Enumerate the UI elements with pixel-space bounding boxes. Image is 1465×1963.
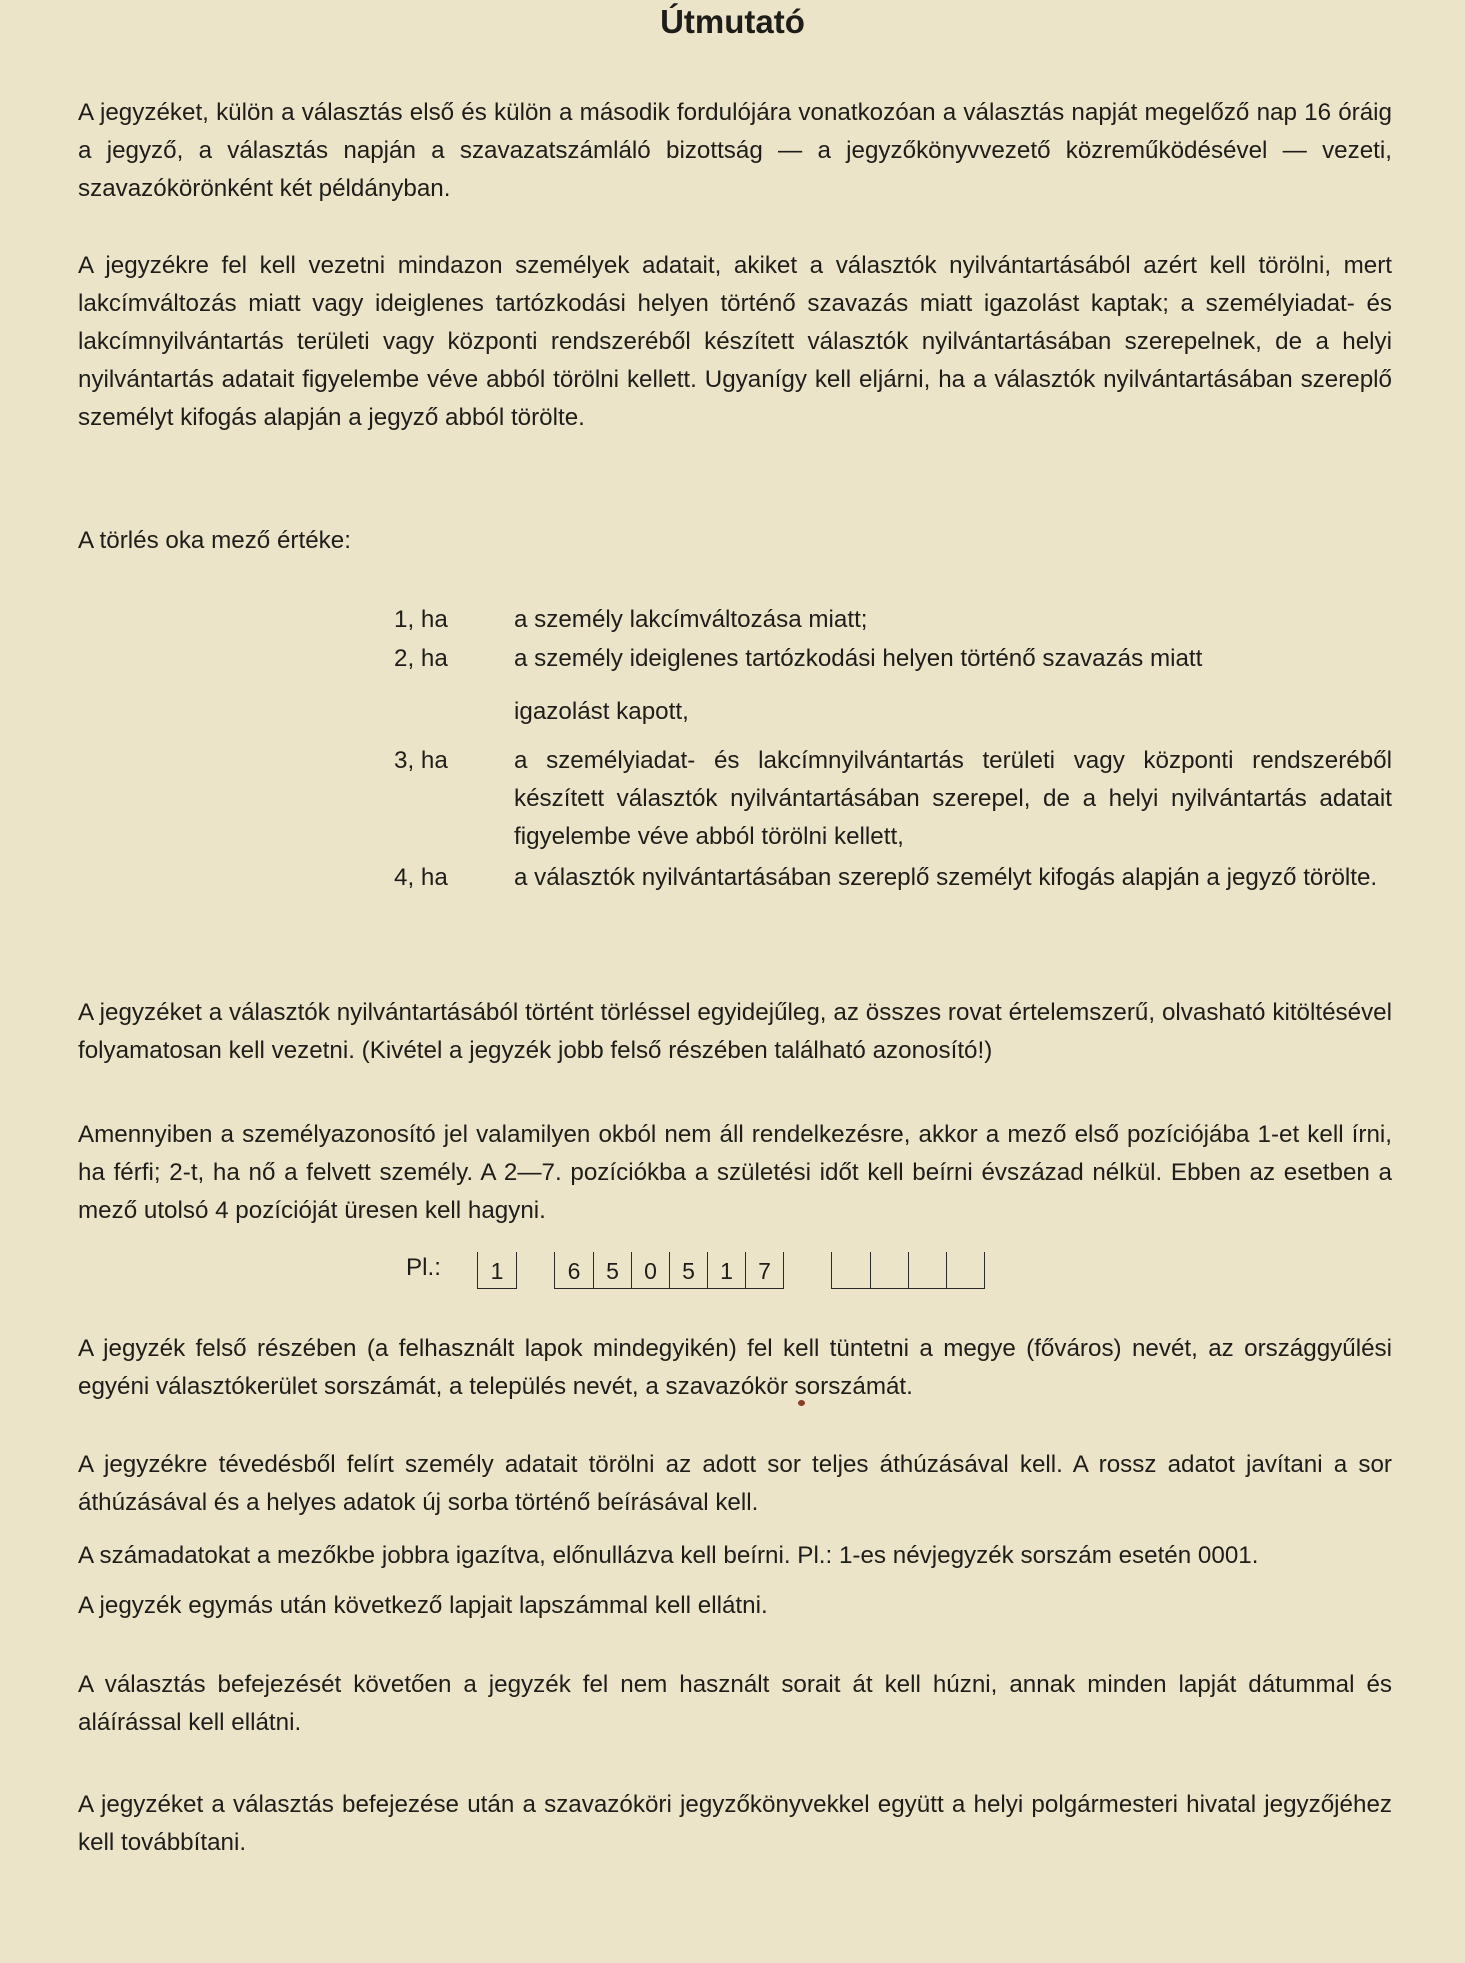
paragraph-2: A jegyzékre fel kell vezetni mindazon személyek adatait, akiket a választók nyilvántartásából azért kell törölni, mert lakcímváltozás miatt vagy ideiglenes tartózkodási helyen történő szavazás miatt igazolást kaptak; a személyiadat- és lakcímnyilvántartás területi vagy központi rendszeréből készített választók nyilvántartásában szerepelnek, de a helyi nyilvántartás adatait figyelembe véve abból törölni kellett. Ugyanígy kell eljárni, ha a választók nyilvántartásában szereplő személyt kifogás alapján a jegyző abból törölte. (78, 252, 1392, 431)
id-box-cell: 0 (631, 1252, 669, 1288)
paragraph-3: A jegyzéket a választók nyilvántartásából történt törléssel egyidejűleg, az összes rovat értelemszerű, olvasható kitöltésével folyamatosan kell vezetni. (Kivétel a jegyzék jobb felső részében található azonosító!) (78, 999, 1392, 1064)
id-box-group-sex (477, 1252, 517, 1289)
id-box-group-birthdate (554, 1252, 784, 1289)
deletion-reason-intro: A törlés oka mező értéke: (78, 527, 351, 554)
id-box-cell (870, 1252, 908, 1288)
item-number: 3, ha (394, 747, 448, 774)
paragraph-7: A számadatokat a mezőkbe jobbra igazítva, előnullázva kell beírni. Pl.: 1-es névjegyzék sorszám esetén 0001. (78, 1542, 1259, 1569)
example-label: Pl.: (406, 1254, 441, 1281)
paragraph-8: A jegyzék egymás után következő lapjait lapszámmal kell ellátni. (78, 1592, 768, 1619)
id-box-cell: 6 (567, 1258, 581, 1284)
item-number: 4, ha (394, 864, 448, 891)
ink-speck (798, 1400, 805, 1406)
item-text: a személy ideiglenes tartózkodási helyen történő szavazás miatt (514, 645, 1203, 672)
paragraph-4: Amennyiben a személyazonosító jel valamilyen okból nem áll rendelkezésre, akkor a mező első pozíciójába 1-et kell írni, ha férfi; 2-t, ha nő a felvett személy. A 2—7. pozíciókba a születési időt kell beírni évszázad nélkül. Ebben az esetben a mező utolsó 4 pozícióját üresen kell hagyni. (78, 1121, 1392, 1224)
id-box-cell: 1 (707, 1252, 745, 1288)
item-number: 2, ha (394, 645, 448, 672)
item-text: a személy lakcímváltozása miatt; (514, 606, 868, 633)
item-text-continuation: igazolást kapott, (514, 698, 689, 725)
paragraph-1: A jegyzéket, külön a választás első és külön a második fordulójára vonatkozóan a választás napját megelőző nap 16 óráig a jegyző, a választás napján a szavazatszámláló bizottság — a jegyzőkönyvvezető közreműködésével — vezeti, szavazókörönként két példányban. (78, 99, 1392, 202)
personal-id-example (0, 1250, 1465, 1294)
id-box-cell (946, 1252, 984, 1288)
id-box-cell: 1 (490, 1258, 504, 1284)
paragraph-5: A jegyzék felső részében (a felhasznált lapok mindegyikén) fel kell tüntetni a megye (főváros) nevét, az országgyűlési egyéni választókerület sorszámát, a település nevét, a szavazókör sorszámát. (78, 1335, 1392, 1400)
item-text: a választók nyilvántartásában szereplő személyt kifogás alapján a jegyző törölte. (514, 864, 1378, 891)
id-box-group-empty (831, 1252, 985, 1289)
id-box-cell (908, 1252, 946, 1288)
paragraph-10: A jegyzéket a választás befejezése után a szavazóköri jegyzőkönyvekkel együtt a helyi polgármesteri hivatal jegyzőjéhez kell továbbítani. (78, 1791, 1392, 1856)
id-box-cell: 7 (745, 1252, 783, 1288)
id-box-cell: 5 (593, 1252, 631, 1288)
id-box-cell (832, 1252, 870, 1288)
item-number: 1, ha (394, 606, 448, 633)
paragraph-9: A választás befejezését követően a jegyzék fel nem használt sorait át kell húzni, annak minden lapját dátummal és aláírással kell ellátni. (78, 1671, 1392, 1736)
paragraph-6: A jegyzékre tévedésből felírt személy adatait törölni az adott sor teljes áthúzásával kell. A rossz adatot javítani a sor áthúzásával és a helyes adatok új sorba történő beírásával kell. (78, 1451, 1392, 1516)
item-text: a személyiadat- és lakcímnyilvántartás területi vagy központi rendszeréből készített választók nyilvántartásában szerepel, de a helyi nyilvántartás adatait figyelembe véve abból törölni kellett, (514, 747, 1392, 850)
page-title: Útmutató (660, 3, 805, 40)
id-box-cell: 5 (669, 1252, 707, 1288)
